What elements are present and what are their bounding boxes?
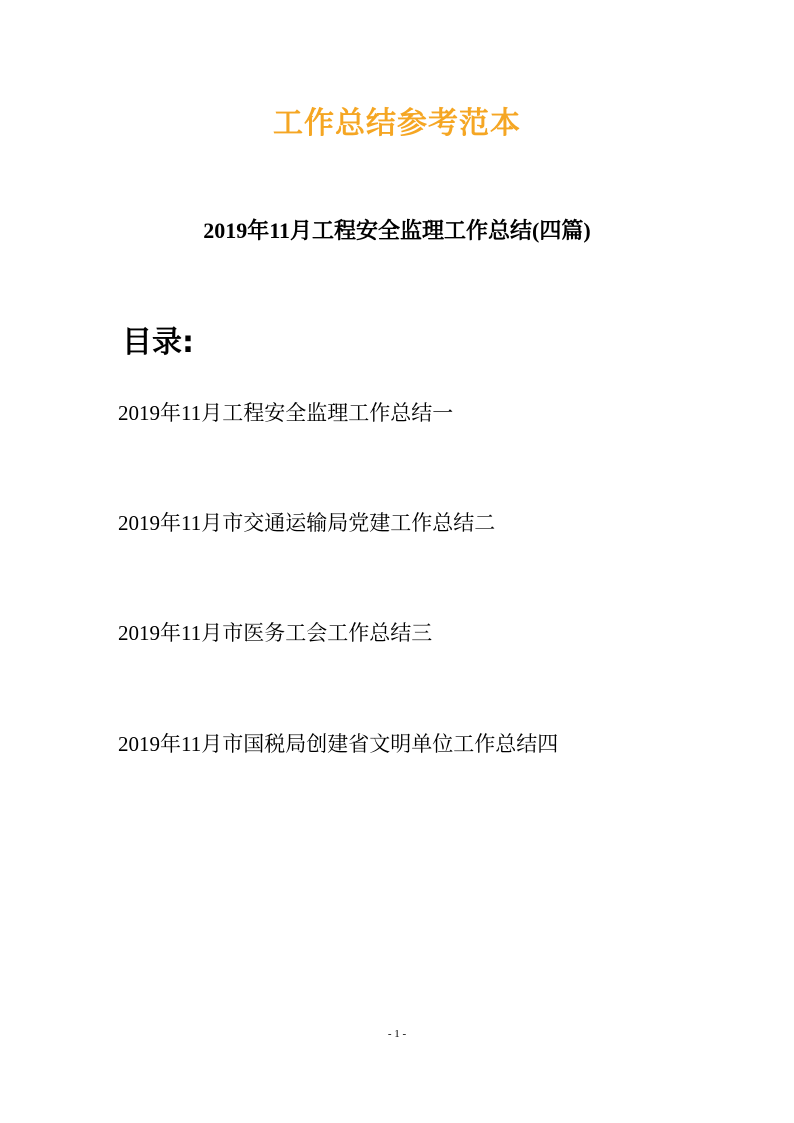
toc-item: 2019年11月工程安全监理工作总结一 bbox=[118, 401, 454, 425]
document-title: 2019年11月工程安全监理工作总结(四篇) bbox=[203, 218, 591, 243]
toc-item: 2019年11月市交通运输局党建工作总结二 bbox=[118, 511, 496, 535]
toc-item: 2019年11月市医务工会工作总结三 bbox=[118, 621, 433, 645]
toc-item: 2019年11月市国税局创建省文明单位工作总结四 bbox=[118, 732, 559, 756]
toc-heading: 目录: bbox=[122, 325, 194, 360]
banner-title: 工作总结参考范本 bbox=[273, 106, 521, 141]
page-number: - 1 - bbox=[387, 1028, 407, 1040]
